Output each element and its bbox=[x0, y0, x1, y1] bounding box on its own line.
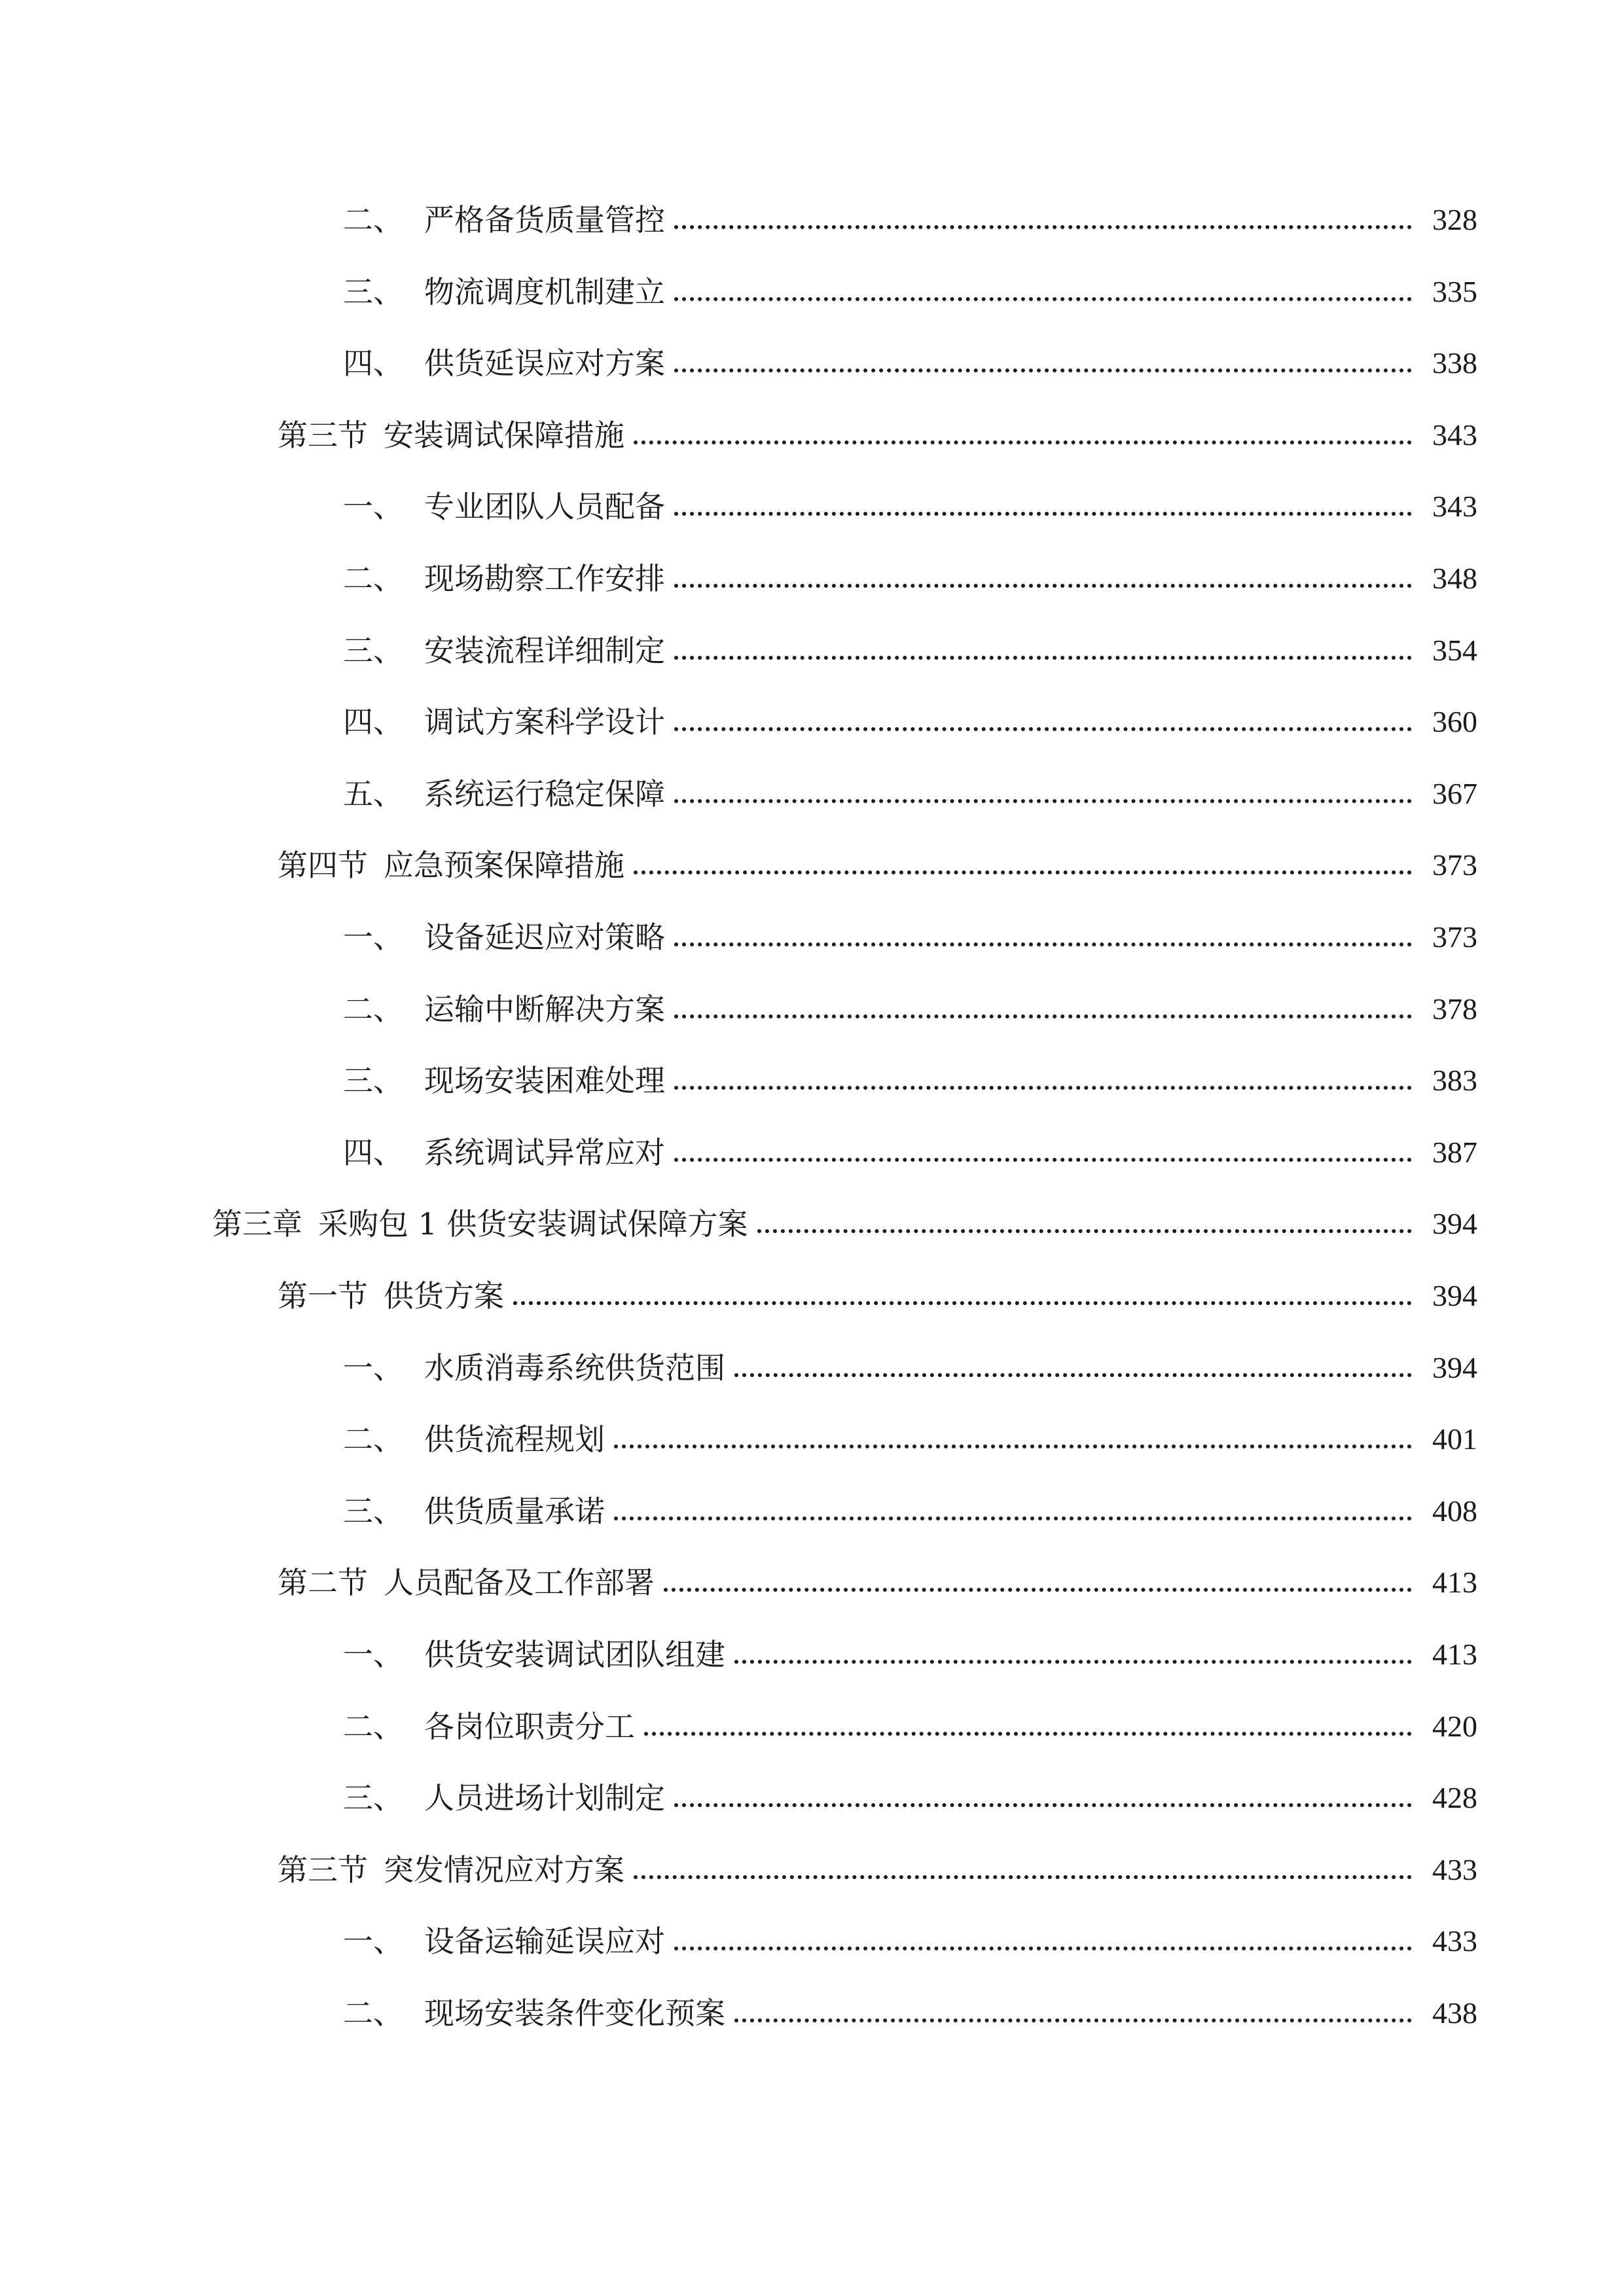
toc-entry[interactable] bbox=[0, 1413, 1624, 1465]
toc-entry-title: 人员配备及工作部署 bbox=[384, 1565, 655, 1600]
dot-leader bbox=[664, 1558, 1412, 1592]
toc-entry-page-number: 335 bbox=[1432, 275, 1477, 308]
dot-leader bbox=[614, 1414, 1412, 1448]
toc-entry-title: 供货延误应对方案 bbox=[424, 346, 665, 381]
toc-entry-title: 供货流程规划 bbox=[424, 1422, 605, 1457]
toc-entry[interactable] bbox=[0, 1844, 1624, 1896]
toc-entry[interactable] bbox=[0, 1126, 1624, 1179]
toc-entry-number: 二、 bbox=[343, 1996, 403, 2031]
toc-entry[interactable] bbox=[0, 1772, 1624, 1824]
toc-entry[interactable] bbox=[0, 1485, 1624, 1537]
toc-entry-page-number: 383 bbox=[1432, 1064, 1477, 1097]
toc-entry-number: 三、 bbox=[343, 1780, 403, 1816]
toc-entry-label bbox=[343, 1987, 725, 2039]
toc-entry-label bbox=[343, 266, 665, 318]
toc-entry-page-number: 338 bbox=[1432, 346, 1477, 380]
dot-leader bbox=[674, 1056, 1412, 1090]
toc-entry-label bbox=[343, 1915, 665, 1967]
toc-entry[interactable] bbox=[0, 1915, 1624, 1967]
toc-entry[interactable] bbox=[0, 1198, 1624, 1250]
toc-entry[interactable] bbox=[0, 1628, 1624, 1681]
toc-entry-number: 第三节 bbox=[278, 1852, 368, 1888]
toc-entry[interactable] bbox=[0, 1987, 1624, 2039]
dot-leader bbox=[734, 1343, 1412, 1377]
toc-entry-page-number: 413 bbox=[1432, 1638, 1477, 1671]
toc-entry-page-number: 433 bbox=[1432, 1924, 1477, 1958]
toc-entry-page-number: 343 bbox=[1432, 490, 1477, 523]
dot-leader bbox=[634, 840, 1412, 874]
toc-entry-number: 一、 bbox=[343, 489, 403, 524]
toc-entry-title: 人员进场计划制定 bbox=[424, 1780, 665, 1816]
toc-entry-page-number: 373 bbox=[1432, 920, 1477, 954]
toc-entry-label bbox=[278, 409, 624, 461]
toc-entry-label bbox=[343, 337, 665, 389]
toc-entry-number: 四、 bbox=[343, 704, 403, 740]
toc-entry-label bbox=[343, 1126, 665, 1179]
toc-entry-page-number: 401 bbox=[1432, 1422, 1477, 1456]
toc-entry-page-number: 408 bbox=[1432, 1494, 1477, 1528]
dot-leader bbox=[644, 1702, 1412, 1736]
toc-entry-page-number: 420 bbox=[1432, 1710, 1477, 1743]
dot-leader bbox=[634, 410, 1412, 444]
dot-leader bbox=[674, 984, 1412, 1018]
toc-entry-title: 水质消毒系统供货范围 bbox=[424, 1350, 725, 1386]
toc-entry-page-number: 394 bbox=[1432, 1351, 1477, 1384]
toc-entry-title: 应急预案保障措施 bbox=[384, 848, 624, 883]
dot-leader bbox=[513, 1271, 1412, 1305]
dot-leader bbox=[674, 267, 1412, 301]
toc-entry-label bbox=[343, 1413, 605, 1465]
toc-entry-label bbox=[343, 1485, 605, 1537]
dot-leader bbox=[674, 697, 1412, 731]
toc-entry-page-number: 428 bbox=[1432, 1781, 1477, 1814]
toc-entry-page-number: 438 bbox=[1432, 1996, 1477, 2030]
toc-entry-number: 一、 bbox=[343, 1637, 403, 1672]
toc-entry-page-number: 394 bbox=[1432, 1279, 1477, 1312]
dot-leader bbox=[674, 912, 1412, 946]
toc-entry-number: 二、 bbox=[343, 1422, 403, 1457]
toc-entry-label bbox=[343, 1700, 635, 1753]
toc-entry-number: 第四节 bbox=[278, 848, 368, 883]
dot-leader bbox=[674, 554, 1412, 588]
toc-entry-page-number: 387 bbox=[1432, 1136, 1477, 1169]
toc-entry-page-number: 354 bbox=[1432, 634, 1477, 667]
toc-entry-label bbox=[343, 768, 665, 820]
toc-entry-page-number: 343 bbox=[1432, 418, 1477, 452]
toc-entry-title: 系统调试异常应对 bbox=[424, 1135, 665, 1170]
toc-entry-title: 安装调试保障措施 bbox=[384, 418, 624, 453]
toc-entry-title: 设备运输延误应对 bbox=[424, 1924, 665, 1959]
toc-entry[interactable] bbox=[0, 911, 1624, 963]
toc-entry-number: 一、 bbox=[343, 920, 403, 955]
toc-entry-page-number: 413 bbox=[1432, 1566, 1477, 1599]
toc-entry[interactable] bbox=[0, 768, 1624, 820]
toc-entry[interactable] bbox=[0, 194, 1624, 246]
toc-entry[interactable] bbox=[0, 1270, 1624, 1322]
toc-entry-label bbox=[278, 1270, 504, 1322]
toc-entry-label bbox=[343, 983, 665, 1035]
toc-entry-number: 四、 bbox=[343, 346, 403, 381]
toc-entry-page-number: 360 bbox=[1432, 705, 1477, 738]
toc-entry-label bbox=[278, 839, 624, 891]
toc-entry-number: 二、 bbox=[343, 992, 403, 1027]
dot-leader bbox=[674, 195, 1412, 229]
toc-entry-number: 一、 bbox=[343, 1924, 403, 1959]
toc-entry-page-number: 433 bbox=[1432, 1853, 1477, 1886]
dot-leader bbox=[674, 626, 1412, 660]
toc-entry-label bbox=[343, 1628, 725, 1681]
toc-entry[interactable] bbox=[0, 624, 1624, 677]
toc-entry-label bbox=[343, 1054, 665, 1107]
toc-entry-title: 系统运行稳定保障 bbox=[424, 776, 665, 812]
toc-entry-label bbox=[278, 1556, 655, 1609]
dot-leader bbox=[734, 1630, 1412, 1664]
toc-entry-number: 第三章 bbox=[212, 1206, 302, 1242]
toc-entry-label bbox=[212, 1198, 748, 1250]
toc-entry-title: 采购包 1 供货安装调试保障方案 bbox=[318, 1206, 748, 1242]
toc-entry[interactable] bbox=[0, 1700, 1624, 1753]
toc-entry-number: 三、 bbox=[343, 274, 403, 310]
toc-entry-number: 第三节 bbox=[278, 418, 368, 453]
toc-entry-label bbox=[343, 1342, 725, 1394]
toc-entry-page-number: 378 bbox=[1432, 992, 1477, 1026]
toc-entry-page-number: 328 bbox=[1432, 203, 1477, 236]
toc-entry-label bbox=[343, 552, 665, 605]
toc-entry-title: 现场安装困难处理 bbox=[424, 1063, 665, 1098]
toc-entry[interactable] bbox=[0, 983, 1624, 1035]
toc-entry[interactable] bbox=[0, 839, 1624, 891]
toc-entry-number: 一、 bbox=[343, 1350, 403, 1386]
toc-entry-title: 现场勘察工作安排 bbox=[424, 561, 665, 596]
toc-entry[interactable] bbox=[0, 1342, 1624, 1394]
toc-entry-number: 三、 bbox=[343, 1494, 403, 1529]
toc-entry-title: 严格备货质量管控 bbox=[424, 202, 665, 238]
toc-entry-label bbox=[343, 480, 665, 533]
toc-entry-title: 突发情况应对方案 bbox=[384, 1852, 624, 1888]
toc-entry-title: 安装流程详细制定 bbox=[424, 633, 665, 668]
toc-entry-number: 二、 bbox=[343, 202, 403, 238]
toc-entry-title: 现场安装条件变化预案 bbox=[424, 1996, 725, 2031]
toc-entry-label bbox=[278, 1844, 624, 1896]
toc-entry-title: 供货质量承诺 bbox=[424, 1494, 605, 1529]
toc-entry-label bbox=[343, 696, 665, 748]
toc-entry-number: 四、 bbox=[343, 1135, 403, 1170]
toc-entry[interactable] bbox=[0, 1054, 1624, 1107]
dot-leader bbox=[757, 1199, 1412, 1233]
toc-entry-title: 各岗位职责分工 bbox=[424, 1709, 635, 1744]
toc-entry-number: 第一节 bbox=[278, 1278, 368, 1314]
toc-entry-number: 二、 bbox=[343, 1709, 403, 1744]
toc-entry-page-number: 394 bbox=[1432, 1207, 1477, 1240]
dot-leader bbox=[674, 1773, 1412, 1807]
toc-entry-number: 二、 bbox=[343, 561, 403, 596]
toc-entry[interactable] bbox=[0, 1556, 1624, 1609]
dot-leader bbox=[674, 338, 1412, 372]
toc-entry-title: 专业团队人员配备 bbox=[424, 489, 665, 524]
toc-entry[interactable] bbox=[0, 552, 1624, 605]
toc-entry-number: 第二节 bbox=[278, 1565, 368, 1600]
toc-entry-title: 调试方案科学设计 bbox=[424, 704, 665, 740]
toc-entry-number: 三、 bbox=[343, 1063, 403, 1098]
toc-entry-page-number: 367 bbox=[1432, 777, 1477, 810]
toc-entry-label bbox=[343, 624, 665, 677]
toc-entry-title: 物流调度机制建立 bbox=[424, 274, 665, 310]
dot-leader bbox=[734, 1988, 1412, 2022]
toc-entry-page-number: 348 bbox=[1432, 562, 1477, 595]
toc-entry[interactable] bbox=[0, 696, 1624, 748]
dot-leader bbox=[614, 1486, 1412, 1520]
toc-entry[interactable] bbox=[0, 409, 1624, 461]
toc-entry-number: 五、 bbox=[343, 776, 403, 812]
toc-entry-title: 运输中断解决方案 bbox=[424, 992, 665, 1027]
dot-leader bbox=[674, 1916, 1412, 1950]
toc-entry[interactable] bbox=[0, 337, 1624, 389]
toc-entry-label bbox=[343, 194, 665, 246]
toc-entry[interactable] bbox=[0, 266, 1624, 318]
toc-entry-number: 三、 bbox=[343, 633, 403, 668]
toc-entry[interactable] bbox=[0, 480, 1624, 533]
toc-entry-label bbox=[343, 1772, 665, 1824]
toc-entry-title: 供货安装调试团队组建 bbox=[424, 1637, 725, 1672]
dot-leader bbox=[674, 482, 1412, 516]
dot-leader bbox=[674, 769, 1412, 803]
toc-entry-page-number: 373 bbox=[1432, 848, 1477, 882]
toc-entry-title: 供货方案 bbox=[384, 1278, 504, 1314]
dot-leader bbox=[674, 1128, 1412, 1162]
toc-entry-label bbox=[343, 911, 665, 963]
toc-entry-title: 设备延迟应对策略 bbox=[424, 920, 665, 955]
dot-leader bbox=[634, 1845, 1412, 1879]
